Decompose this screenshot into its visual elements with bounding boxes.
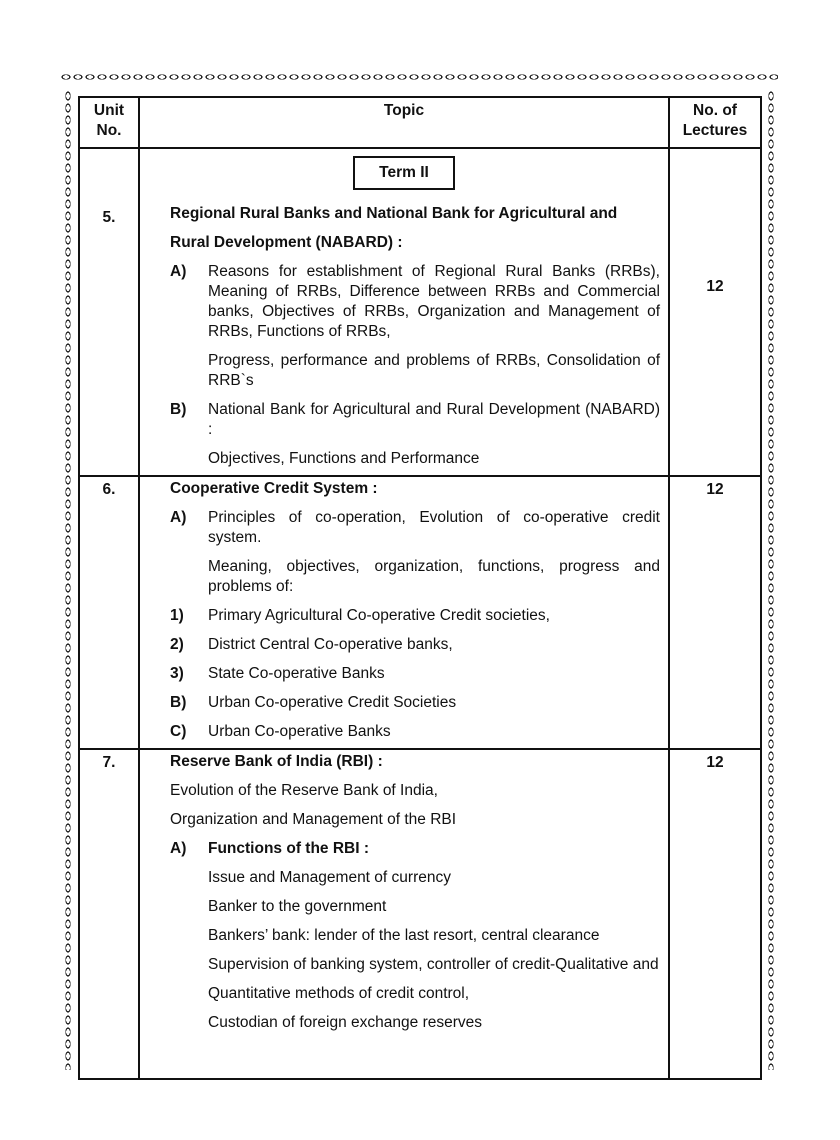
table-header-row [79, 97, 761, 148]
sub-item: Quantitative methods of credit control, [208, 985, 470, 1002]
sub-item: Issue and Management of currency [208, 869, 451, 886]
list-item: B) National Bank for Agricultural and Rural Development (NABARD) : [170, 401, 660, 438]
header-unit-no: Unit No. [79, 97, 139, 148]
sub-item: Custodian of foreign exchange reserves [208, 1014, 482, 1031]
list-item: A) Functions of the RBI : [170, 840, 370, 857]
list-item: A) Principles of co-operation, Evolution of co-operative credit system. [170, 509, 660, 546]
unit-title: Regional Rural Banks and National Bank for Agricultural and [170, 205, 618, 222]
term-label: Term II [353, 156, 455, 190]
list-item: C) Urban Co-operative Banks [170, 723, 391, 740]
table-row-unit-5 [79, 148, 761, 476]
list-item-cont: Meaning, objectives, organization, functions, progress and problems of: [208, 558, 660, 595]
unit-line: Organization and Management of the RBI [170, 811, 457, 828]
list-item-cont: Objectives, Functions and Performance [208, 450, 480, 467]
list-item: A) Reasons for establishment of Regional Rural Banks (RRBs), Meaning of RRBs, Difference between RRBs and Commercial banks, Objectives of RRBs, Organization and Management of RRBs, Functions of RRBs, [170, 263, 660, 340]
decorative-border-left [63, 90, 75, 1070]
list-item: 3) State Co-operative Banks [170, 665, 385, 682]
unit-number: 5. [102, 209, 116, 226]
unit-title-cont: Rural Development (NABARD) : [170, 234, 403, 251]
sub-item: Banker to the government [208, 898, 387, 915]
list-item-cont: Progress, performance and problems of RRBs, Consolidation of RRB`s [208, 352, 660, 389]
lecture-count: 12 [706, 754, 724, 771]
lecture-count: 12 [706, 278, 724, 295]
unit-number: 7. [102, 754, 116, 771]
decorative-border-right [766, 90, 778, 1070]
list-item: 1) Primary Agricultural Co-operative Credit societies, [170, 607, 550, 624]
decorative-border-top [60, 72, 778, 86]
unit-number: 6. [102, 481, 116, 498]
unit-title: Cooperative Credit System : [170, 480, 378, 497]
header-lectures: No. of Lectures [669, 97, 761, 148]
sub-item: Supervision of banking system, controller of credit-Qualitative and [208, 956, 659, 973]
syllabus-table [78, 96, 762, 1080]
unit-title: Reserve Bank of India (RBI) : [170, 753, 383, 770]
table-row-unit-7 [79, 749, 761, 1079]
sub-item: Bankers’ bank: lender of the last resort, central clearance [208, 927, 600, 944]
header-topic: Topic [139, 97, 669, 148]
lecture-count: 12 [706, 481, 724, 498]
table-row-unit-6 [79, 476, 761, 749]
unit-line: Evolution of the Reserve Bank of India, [170, 782, 438, 799]
list-item: 2) District Central Co-operative banks, [170, 636, 453, 653]
list-item: B) Urban Co-operative Credit Societies [170, 694, 457, 711]
